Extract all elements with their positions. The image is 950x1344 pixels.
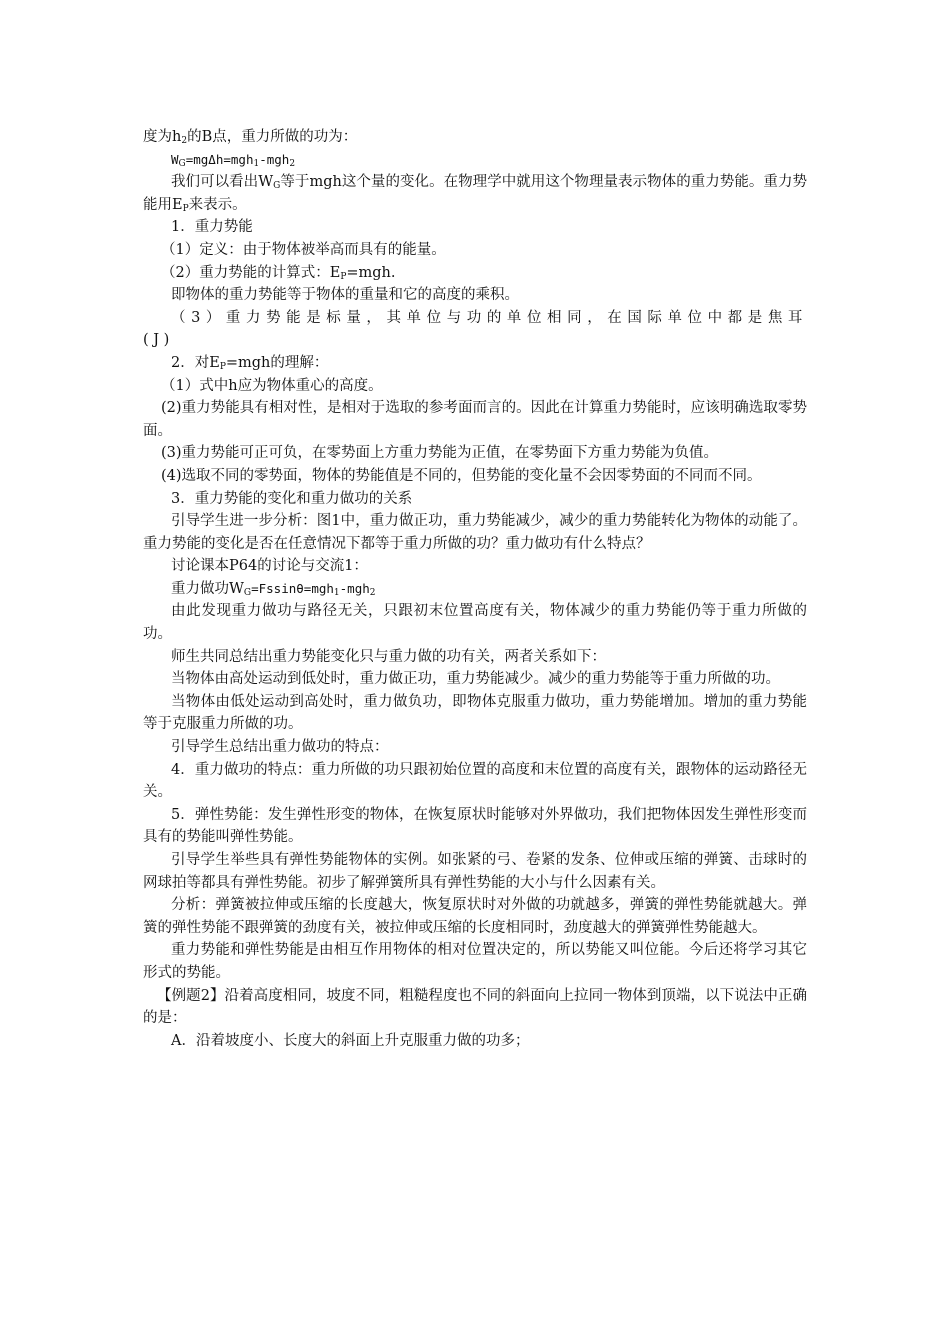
text: =mgh. bbox=[346, 264, 396, 281]
text: 等于mgh这个量的变化。在物理学中就用这个物理量表示物体的重力势能。重力势能用E bbox=[143, 174, 807, 213]
example-2-option-a: A．沿着坡度小、长度大的斜面上升克服重力做的功多； bbox=[171, 1032, 530, 1049]
text: 重力做功W bbox=[171, 580, 244, 597]
definition-1: （1）定义：由于物体被举高而具有的能量。 bbox=[161, 241, 446, 258]
subscript: 2 bbox=[181, 136, 188, 146]
guide-2: 讨论课本P64的讨论与交流1： bbox=[171, 558, 368, 575]
subscript: P bbox=[219, 361, 226, 372]
subscript: G bbox=[243, 587, 252, 598]
heading-5: 5．弹性势能：发生弹性形变的物体，在恢复原状时能够对外界做功，我们把物体因发生弹性形变而具有的势能叫弹性势能。 bbox=[143, 806, 807, 846]
understanding-2: (2)重力势能具有相对性，是相对于选取的参考面而言的。因此在计算重力势能时，应该明确选取零势面。 bbox=[143, 400, 807, 439]
subscript: G bbox=[178, 158, 186, 169]
text: 我们可以看出W bbox=[171, 174, 274, 191]
subscript: 2 bbox=[369, 587, 376, 598]
subscript: P bbox=[182, 203, 189, 214]
guide-1: 引导学生进一步分析：图1中，重力做正功，重力势能减少，减少的重力势能转化为物体的动能了。重力势能的变化是否在任意情况下都等于重力所做的功？重力做功有什么特点？ bbox=[143, 513, 807, 552]
text: =mgΔh=mgh bbox=[185, 151, 254, 167]
guide-6: 当物体由高处运动到低处时，重力做正功，重力势能减少。减少的重力势能等于重力所做的功。 bbox=[171, 671, 780, 688]
text: -mgh bbox=[339, 580, 370, 596]
guide-8: 引导学生总结出重力做功的特点： bbox=[171, 739, 389, 756]
paragraph-potential-energy-intro bbox=[143, 171, 807, 216]
guide-4: 由此发现重力做功与路径无关，只跟初末位置高度有关，物体减少的重力势能仍等于重力所做的功。 bbox=[143, 603, 807, 643]
definition-4: （3）重力势能是标量，其单位与功的单位相同，在国际单位中都是焦耳(J) bbox=[143, 309, 807, 349]
elastic-1: 引导学生举些具有弹性势能物体的实例。如张紧的弓、卷紧的发条、位伸或压缩的弹簧、击球时的网球拍等都具有弹性势能。初步了解弹簧所具有弹性势能的大小与什么因素有关。 bbox=[143, 852, 807, 891]
text: =Fssinθ=mgh bbox=[251, 580, 334, 596]
subscript: 1 bbox=[333, 587, 340, 598]
document-page bbox=[143, 126, 807, 1052]
guide-5: 师生共同总结出重力势能变化只与重力做的功有关，两者关系如下： bbox=[171, 648, 606, 665]
elastic-3: 重力势能和弹性势能是由相互作用物体的相对位置决定的，所以势能又叫位能。今后还将学习其它形式的势能。 bbox=[143, 942, 807, 981]
heading-1: 1．重力势能 bbox=[171, 219, 253, 236]
text: 的B点，重力所做的功为： bbox=[187, 129, 358, 145]
guide-7: 当物体由低处运动到高处时，重力做负功，即物体克服重力做功，重力势能增加。增加的重力势能等于克服重力所做的功。 bbox=[143, 693, 807, 733]
subscript: P bbox=[340, 271, 347, 282]
definition-2 bbox=[143, 262, 807, 285]
elastic-2: 分析：弹簧被拉伸或压缩的长度越大，恢复原状时对外做的功就越多，弹簧的弹性势能就越大。弹簧的弹性势能不跟弹簧的劲度有关，被拉伸或压缩的长度相同时，劲度越大的弹簧弹性势能越大。 bbox=[143, 897, 807, 936]
text: =mgh的理解： bbox=[225, 354, 329, 371]
subscript: 1 bbox=[253, 158, 260, 169]
formula-work-gravity bbox=[143, 149, 807, 172]
definition-3: 即物体的重力势能等于物体的重量和它的高度的乘积。 bbox=[171, 287, 519, 304]
text: -mgh bbox=[259, 151, 290, 167]
subscript: G bbox=[273, 181, 281, 192]
heading-4: 4．重力做功的特点：重力所做的功只跟初始位置的高度和末位置的高度有关，跟物体的运动路径无关。 bbox=[143, 761, 807, 801]
understanding-4: (4)选取不同的零势面，物体的势能值是不同的，但势能的变化量不会因零势面的不同而不同。 bbox=[161, 467, 762, 484]
formula-incline-work bbox=[143, 578, 807, 601]
text: 度为h bbox=[143, 129, 182, 145]
heading-2 bbox=[143, 352, 807, 375]
understanding-3: (3)重力势能可正可负，在零势面上方重力势能为正值，在零势面下方重力势能为负值。 bbox=[161, 445, 719, 462]
understanding-1: （1）式中h应为物体重心的高度。 bbox=[161, 377, 383, 394]
heading-3: 3．重力势能的变化和重力做功的关系 bbox=[171, 490, 413, 507]
line-b-point bbox=[143, 126, 807, 149]
subscript: 2 bbox=[289, 158, 296, 169]
text: 来表示。 bbox=[188, 196, 247, 213]
example-2: 【例题2】沿着高度相同，坡度不同，粗糙程度也不同的斜面向上拉同一物体到顶端，以下说法中正确的是： bbox=[143, 987, 807, 1027]
text: W bbox=[171, 151, 179, 167]
text: 2．对E bbox=[171, 354, 220, 371]
text: （2）重力势能的计算式：E bbox=[161, 264, 341, 281]
